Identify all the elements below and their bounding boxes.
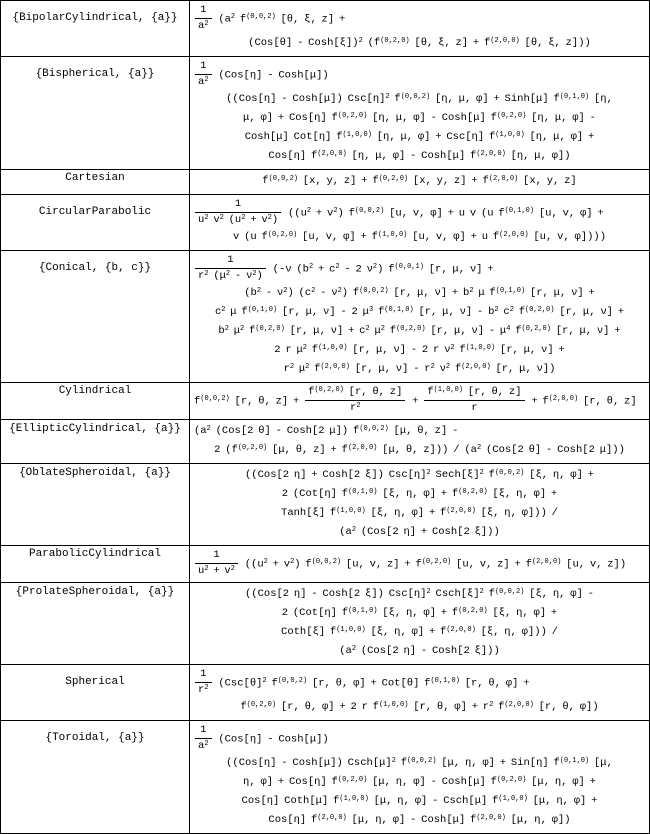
formula-line: ($a^2$ (Cos[2 θ] - Cosh[2 μ]) $f^{(0,0,2)}$ [μ, θ, z] - [194, 424, 459, 437]
superscript: (2,0,0) [461, 362, 491, 371]
superscript: (0,2,0) [314, 385, 344, 394]
coordinate-system-name: ParabolicCylindrical [1, 546, 190, 583]
table-row [1, 420, 650, 464]
laplacian-formula [190, 420, 650, 464]
superscript: 2 [385, 92, 390, 101]
superscript: (0,2,0) [525, 305, 555, 314]
superscript: (2,0,0) [548, 395, 579, 404]
superscript: (2,0,0) [531, 558, 562, 567]
coordinate-system-name: {EllipticCylindrical, {a}} [1, 420, 190, 464]
superscript: 2 [224, 324, 229, 333]
superscript: 2 [380, 324, 385, 333]
formula-line: $\frac{1}{u^2 v^2 (u^2 + v^2)}$ ($(u^2 + v^2)$ $f^{(0,0,2)}$ [u, v, φ] + u v (u $f^{(0,1,0)}$ [u, v, φ] + [192, 197, 647, 228]
superscript: 2 [372, 263, 378, 272]
superscript: (2,0,0) [504, 700, 534, 709]
superscript: 2 [230, 564, 235, 573]
superscript: (0,0,2) [494, 468, 525, 477]
coordinate-system-name: {Toroidal, {a}} [1, 721, 190, 834]
formula-line: $f^{(0,0,2)}$ [x, y, $z] + f^{(0,2,0)}$ [x, y, $z] + f^{(2,0,0)}$ [x, y, z] [262, 174, 577, 187]
formula-line: Cos[η] $f^{(2,0,0)}$ [η, μ, φ] - Cosh[μ] $f^{(2,0,0)}$ [η, μ, φ]) [268, 149, 571, 162]
superscript: (0,0,1) [394, 263, 424, 272]
superscript: 2 [358, 36, 363, 45]
superscript: 2 [256, 286, 262, 295]
superscript: 2 [206, 424, 211, 433]
superscript: (2,0,0) [490, 36, 520, 45]
coordinate-system-name: {ProlateSpheroidal, {a}} [1, 583, 190, 665]
formula-line: $\frac{1}{r^2 (\mu^2 - \nu^2)}$ (-ν ($b^2 + c^2 - 2$ $\nu^2$) $f^{(0,0,1)}$ [r, μ, ν] + [192, 253, 647, 284]
superscript: 2 [240, 324, 245, 333]
superscript: 2 [445, 362, 451, 371]
superscript: 2 [476, 443, 482, 452]
formula-line: ((Cos[η] - Cosh[μ]) $Csch[\mu]^2$ $f^{(0,0,2)}$ [μ, η, φ] + Sin[η] $f^{(0,1,0)}$ [μ, [226, 756, 613, 769]
superscript: 2 [335, 263, 340, 272]
superscript: 2 [302, 343, 307, 352]
superscript: (1,0,0) [377, 230, 408, 239]
superscript: (0,0,2) [246, 13, 276, 22]
formula-line: (Cos[θ] - Cosh[ξ])$^2$ ($f^{(0,2,0)}$ [θ, ξ, $z] + f^{(2,0,0)}$ [θ, ξ, z])) [248, 36, 591, 49]
superscript: 2 [267, 213, 272, 222]
formula-line: $r^2$ $\mu^2$ $f^{(2,0,0)}$ [r, μ, $\nu] - r^2$ $\nu^2$ $f^{(2,0,0)}$ [r, μ, ν]) [283, 362, 556, 375]
superscript: 2 [306, 207, 312, 216]
table-row [1, 170, 650, 195]
superscript: 2 [290, 558, 295, 567]
superscript: 2 [479, 468, 484, 477]
superscript: 2 [430, 362, 435, 371]
superscript: (2,0,0) [347, 443, 378, 452]
formula-line: $f^{(0,2,0)}$ [r, θ, φ] + 2 r $f^{(1,0,0)}$ [r, θ, $\varphi] + r^2$ $f^{(2,0,0)}$ [r, θ, φ]) [240, 700, 599, 713]
coordinate-system-name: Cylindrical [1, 383, 190, 420]
coordinate-system-name: Cartesian [1, 170, 190, 195]
fraction: $\frac{1}{r^2}$ [195, 668, 212, 697]
superscript: 2 [204, 683, 209, 692]
table-row [1, 546, 650, 583]
fraction: $\frac{1}{u^2 v^2 (u^2 + v^2)}$ [195, 198, 281, 227]
superscript: (0,0,2) [311, 558, 342, 567]
superscript: 2 [365, 324, 370, 333]
superscript: (0,2,0) [458, 487, 488, 496]
fraction: $\frac{1}{u^2 + v^2}$ [195, 549, 238, 578]
formula-line: ($a^2$ (Cos[2 η] + Cosh[2 ξ])) [339, 525, 500, 538]
superscript: (2,0,0) [317, 149, 347, 158]
superscript: (0,0,2) [354, 207, 385, 216]
fraction: $\frac{1}{a^2}$ [195, 4, 212, 33]
superscript: (1,0,0) [342, 130, 372, 139]
formula-line: Coth[ξ] $f^{(1,0,0)}$ [ξ, η, $\varphi] + f^{(2,0,0)}$ [ξ, η, φ])) / [281, 625, 558, 638]
superscript: (0,1,0) [247, 305, 278, 314]
formula-line: Cosh[μ] Cot[η] $f^{(1,0,0)}$ [η, μ, φ] + Csc[η] $f^{(1,0,0)}$ [η, μ, φ] + [244, 130, 595, 143]
superscript: 2 [337, 286, 342, 295]
superscript: 2 [333, 207, 338, 216]
superscript: (0,0,2) [359, 286, 389, 295]
superscript: (1,0,0) [378, 700, 409, 709]
laplacian-formula [190, 251, 650, 383]
superscript: (1,0,0) [339, 794, 369, 803]
superscript: 2 [450, 343, 455, 352]
table-row [1, 383, 650, 420]
coordinate-system-name: Spherical [1, 665, 190, 721]
formula-line: μ, φ] + Cos[η] $f^{(0,2,0)}$ [η, μ, φ] - Cosh[μ] $f^{(0,2,0)}$ [η, μ, φ] - [243, 111, 596, 124]
superscript: 2 [356, 401, 361, 410]
coordinate-system-name: {BipolarCylindrical, {a}} [1, 1, 190, 57]
superscript: 2 [311, 286, 316, 295]
superscript: 4 [506, 324, 511, 333]
superscript: (2,0,0) [488, 174, 519, 183]
superscript: (1,0,0) [433, 385, 463, 394]
superscript: 2 [219, 213, 224, 222]
formula-line: η, φ] + Cos[η] $f^{(0,2,0)}$ [μ, η, φ] - Cosh[μ] $f^{(0,2,0)}$ [μ, η, φ] + [243, 775, 596, 788]
formula-line: $\frac{1}{a^2}$ (Cos[η] - Cosh[μ]) [192, 723, 647, 754]
laplacian-formula [190, 546, 650, 583]
laplacian-formula [190, 57, 650, 170]
formula-line: $\frac{1}{r^2}$ ($Csc[\theta]^2$ $f^{(0,0,2)}$ [r, θ, φ] + Cot[θ] $f^{(0,1,0)}$ [r, θ, φ] + [192, 667, 647, 698]
superscript: (0,0,2) [268, 174, 298, 183]
superscript: 2 [426, 468, 431, 477]
superscript: (0,2,0) [496, 775, 527, 784]
superscript: (0,2,0) [337, 775, 368, 784]
superscript: (1,0,0) [336, 625, 366, 634]
superscript: (2,0,0) [446, 506, 476, 515]
superscript: (2,0,0) [499, 230, 529, 239]
table-row [1, 665, 650, 721]
formula-line: $c^2$ μ $f^{(0,1,0)}$ [r, μ, ν] - 2 $\mu^3$ $f^{(0,1,0)}$ [r, μ, $\nu] - b^2$ $c^2$ $f^{(0,2,0)}$ [r, μ, ν] + [214, 305, 625, 318]
superscript: (0,1,0) [559, 92, 590, 101]
superscript: 2 [283, 286, 288, 295]
table-row [1, 464, 650, 546]
laplacian-formula [190, 665, 650, 721]
formula-line: ($a^2$ (Cos[2 η] - Cosh[2 ξ])) [339, 644, 500, 657]
superscript: 2 [308, 263, 314, 272]
superscript: (0,0,2) [494, 587, 525, 596]
superscript: (2,0,0) [446, 625, 476, 634]
superscript: (0,1,0) [384, 305, 414, 314]
superscript: (0,2,0) [267, 230, 298, 239]
formula-line: ((Cos[2 η] - Cosh[2 ξ]) $Csc[\eta]^2$ $Csch[\xi]^2$ $f^{(0,0,2)}$ [ξ, η, φ] - [245, 587, 594, 600]
superscript: (0,2,0) [496, 111, 527, 120]
superscript: (0,2,0) [237, 443, 268, 452]
formula-line: $\frac{1}{a^2}$ ($a^2$ $f^{(0,0,2)}$ [θ, ξ, z] + [192, 3, 647, 34]
superscript: (0,0,2) [359, 424, 389, 433]
laplacian-formula [190, 464, 650, 546]
superscript: 2 [494, 305, 499, 314]
superscript: (0,2,0) [337, 111, 368, 120]
superscript: (0,1,0) [348, 606, 378, 615]
superscript: 2 [509, 305, 514, 314]
superscript: 2 [204, 75, 209, 84]
laplacian-formula [190, 1, 650, 57]
superscript: (0,2,0) [255, 324, 285, 333]
superscript: 2 [305, 362, 310, 371]
formula-line: Tanh[ξ] $f^{(1,0,0)}$ [ξ, η, $\varphi] + f^{(2,0,0)}$ [ξ, η, φ])) / [281, 506, 558, 519]
coordinate-system-name: {OblateSpheroidal, {a}} [1, 464, 190, 546]
superscript: (2,0,0) [320, 362, 350, 371]
laplacian-formula [190, 721, 650, 834]
superscript: (0,2,0) [378, 174, 409, 183]
superscript: (0,0,2) [400, 92, 431, 101]
superscript: (2,0,0) [476, 149, 506, 158]
formula-line: ((Cos[η] - Cosh[μ]) $Csc[\eta]^2$ $f^{(0,0,2)}$ [η, μ, φ] + Sinh[μ] $f^{(0,1,0)}$ [η, [226, 92, 613, 105]
superscript: 2 [204, 739, 209, 748]
coordinate-system-name: CircularParabolic [1, 195, 190, 251]
superscript: (0,2,0) [521, 324, 551, 333]
superscript: 2 [252, 269, 257, 278]
superscript: 2 [204, 564, 209, 573]
superscript: 2 [204, 213, 209, 222]
superscript: (0,2,0) [380, 36, 410, 45]
table-row [1, 251, 650, 383]
superscript: 2 [469, 286, 474, 295]
table-row [1, 721, 650, 834]
superscript: (2,0,0) [476, 813, 506, 822]
superscript: 2 [262, 677, 267, 686]
superscript: (0,0,2) [277, 677, 308, 686]
superscript: (1,0,0) [498, 794, 528, 803]
formula-line: $\frac{1}{a^2}$ (Cos[η] - Cosh[μ]) [192, 59, 647, 90]
formula-line: 2 (Cot[η] $f^{(0,1,0)}$ [ξ, η, $\varphi] + f^{(0,2,0)}$ [ξ, η, φ] + [281, 606, 558, 619]
superscript: 2 [230, 13, 236, 22]
formula-line: 2 (Cot[η] $f^{(0,1,0)}$ [ξ, η, $\varphi] + f^{(0,2,0)}$ [ξ, η, φ] + [281, 487, 558, 500]
superscript: (2,0,0) [317, 813, 347, 822]
laplacian-formula [190, 583, 650, 665]
superscript: 2 [225, 269, 231, 278]
superscript: 2 [426, 587, 431, 596]
superscript: (0,1,0) [559, 756, 590, 765]
superscript: (0,1,0) [430, 677, 460, 686]
superscript: 2 [263, 558, 268, 567]
formula-line: 2 r $\mu^2$ $f^{(1,0,0)}$ [r, μ, ν] - 2 r $\nu^2$ $f^{(1,0,0)}$ [r, μ, ν] + [274, 343, 565, 356]
superscript: (0,0,2) [407, 756, 437, 765]
table-row [1, 1, 650, 57]
laplacian-formula [190, 195, 650, 251]
superscript: 2 [289, 362, 295, 371]
superscript: 2 [221, 305, 226, 314]
superscript: 3 [368, 305, 374, 314]
formula-line: $(b^2 - \nu^2)$ $(c^2 - \nu^2)$ $f^{(0,0,2)}$ [r, μ, $\nu] + b^2$ μ $f^{(0,1,0)}$ [r, μ, ν] + [244, 286, 595, 299]
fraction: $\frac{1}{a^2}$ [195, 724, 212, 753]
coordinate-system-name: {Bispherical, {a}} [1, 57, 190, 170]
formula-line: Cos[η] $f^{(2,0,0)}$ [μ, η, φ] - Cosh[μ] $f^{(2,0,0)}$ [μ, η, φ]) [268, 813, 571, 826]
fraction: $\frac{f^{(1,0,0)} [r, \theta, z]}{r}$ [424, 386, 524, 415]
table-row [1, 583, 650, 665]
formula-line: ((Cos[2 η] + Cosh[2 ξ]) $Csc[\eta]^2$ $Sech[\xi]^2$ $f^{(0,0,2)}$ [ξ, η, φ] + [245, 468, 594, 481]
superscript: 2 [351, 525, 357, 534]
fraction: $\frac{1}{a^2}$ [195, 60, 212, 89]
formula-line: $b^2$ $\mu^2$ $f^{(0,2,0)}$ [r, μ, $\nu] + c^2$ $\mu^2$ $f^{(0,2,0)}$ [r, μ, $\nu] - \mu^4$ $f^{(0,2,0)}$ [r, μ, ν] + [218, 324, 621, 337]
superscript: (0,2,0) [421, 558, 452, 567]
superscript: (0,1,0) [504, 207, 535, 216]
superscript: 2 [489, 700, 494, 709]
superscript: 2 [479, 587, 484, 596]
superscript: (1,0,0) [318, 343, 348, 352]
superscript: 2 [351, 644, 357, 653]
formula-line: Cos[η] Coth[μ] $f^{(1,0,0)}$ [μ, η, φ] - Csch[μ] $f^{(1,0,0)}$ [μ, η, φ] + [241, 794, 598, 807]
formula-line: $f^{(0,0,2)}$ [r, θ, z] + $\frac{f^{(0,2,0)} [r, \theta, z]}{r^2}$ + $\frac{f^{(1,0,0)} [r, \theta, z]}{r}$ + $f^{(2,0,0)}$ [r, θ, z] [194, 385, 637, 414]
formula-line: 2 ($f^{(0,2,0)}$ [μ, θ, $z] + f^{(2,0,0)}$ [μ, θ, $z])) / (a^2$ (Cos[2 θ] - Cosh[2 μ])) [214, 443, 625, 456]
superscript: (0,2,0) [246, 700, 277, 709]
superscript: (1,0,0) [495, 130, 525, 139]
laplacian-formula [190, 383, 650, 420]
superscript: 2 [241, 213, 246, 222]
table-row [1, 57, 650, 170]
superscript: (0,2,0) [396, 324, 426, 333]
superscript: (1,0,0) [465, 343, 496, 352]
superscript: 2 [204, 269, 209, 278]
superscript: (0,1,0) [348, 487, 378, 496]
superscript: (0,2,0) [458, 606, 488, 615]
formula-line: $\frac{1}{u^2 + v^2}$ ($(u^2 + v^2)$ $f^{(0,0,2)}$ [u, v, $z] + f^{(0,2,0)}$ [u, v, $z] + f^{(2,0,0)}$ [u, v, z]) [192, 548, 647, 579]
superscript: 2 [204, 19, 209, 28]
superscript: (0,1,0) [495, 286, 526, 295]
superscript: (1,0,0) [336, 506, 366, 515]
superscript: (0,0,2) [200, 395, 230, 404]
laplacian-table-body [1, 1, 650, 834]
fraction: $\frac{1}{r^2 (\mu^2 - \nu^2)}$ [195, 254, 266, 283]
coordinate-system-name: {Conical, {b, c}} [1, 251, 190, 383]
fraction: $\frac{f^{(0,2,0)} [r, \theta, z]}{r^2}$ [305, 386, 405, 415]
laplacian-formula [190, 170, 650, 195]
table-row [1, 195, 650, 251]
formula-line: v (u $f^{(0,2,0)}$ [u, v, $\varphi] + f^{(1,0,0)}$ [u, v, φ] + u $f^{(2,0,0)}$ [u, v, φ]))) [233, 230, 606, 243]
superscript: 2 [391, 756, 396, 765]
